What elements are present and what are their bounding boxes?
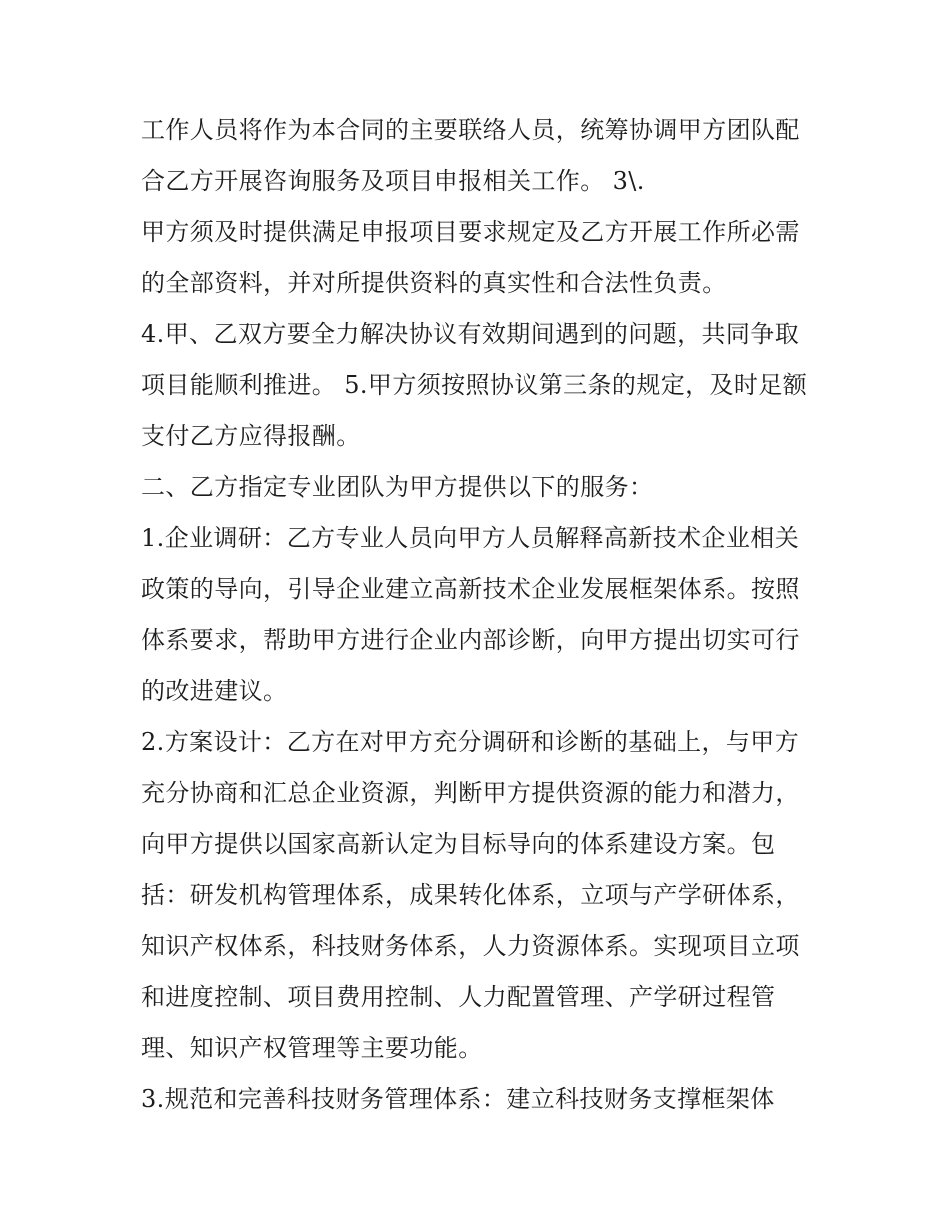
- text-line: 甲方须及时提供满足申报项目要求规定及乙方开展工作所必需: [141, 218, 800, 246]
- text-line: 3.规范和完善科技财务管理体系：建立科技财务支撑框架体: [141, 1085, 775, 1113]
- text-line: 和进度控制、项目费用控制、人力配置管理、产学研过程管: [141, 983, 776, 1011]
- section-heading: 二、乙方指定专业团队为甲方提供以下的服务：: [141, 473, 654, 501]
- text-line: 理、知识产权管理等主要功能。: [141, 1034, 483, 1062]
- text-line: 的全部资料，并对所提供资料的真实性和合法性负责。: [141, 269, 727, 297]
- text-line: 向甲方提供以国家高新认定为目标导向的体系建设方案。包: [141, 830, 776, 858]
- text-line: 支付乙方应得报酬。: [141, 422, 361, 450]
- text-line: 4.甲、乙双方要全力解决协议有效期间遇到的问题，共同争取: [141, 320, 800, 348]
- text-line: 工作人员将作为本合同的主要联络人员，统筹协调甲方团队配: [141, 116, 800, 144]
- text-line: 政策的导向，引导企业建立高新技术企业发展框架体系。按照: [141, 575, 800, 603]
- text-line: 括：研发机构管理体系，成果转化体系，立项与产学研体系，: [141, 881, 800, 909]
- text-line: 项目能顺利推进。 5.甲方须按照协议第三条的规定，及时足额: [141, 371, 808, 399]
- text-line: 知识产权体系，科技财务体系，人力资源体系。实现项目立项: [141, 932, 800, 960]
- text-line: 体系要求，帮助甲方进行企业内部诊断，向甲方提出切实可行: [141, 626, 800, 654]
- text-line: 合乙方开展咨询服务及项目申报相关工作。 3\.: [141, 167, 645, 195]
- text-line: 1.企业调研：乙方专业人员向甲方人员解释高新技术企业相关: [141, 524, 800, 552]
- document-body: [141, 108, 821, 1128]
- text-line: 的改进建议。: [141, 677, 288, 705]
- text-line: 充分协商和汇总企业资源，判断甲方提供资源的能力和潜力，: [141, 779, 800, 807]
- text-line: 2.方案设计：乙方在对甲方充分调研和诊断的基础上，与甲方: [141, 728, 800, 756]
